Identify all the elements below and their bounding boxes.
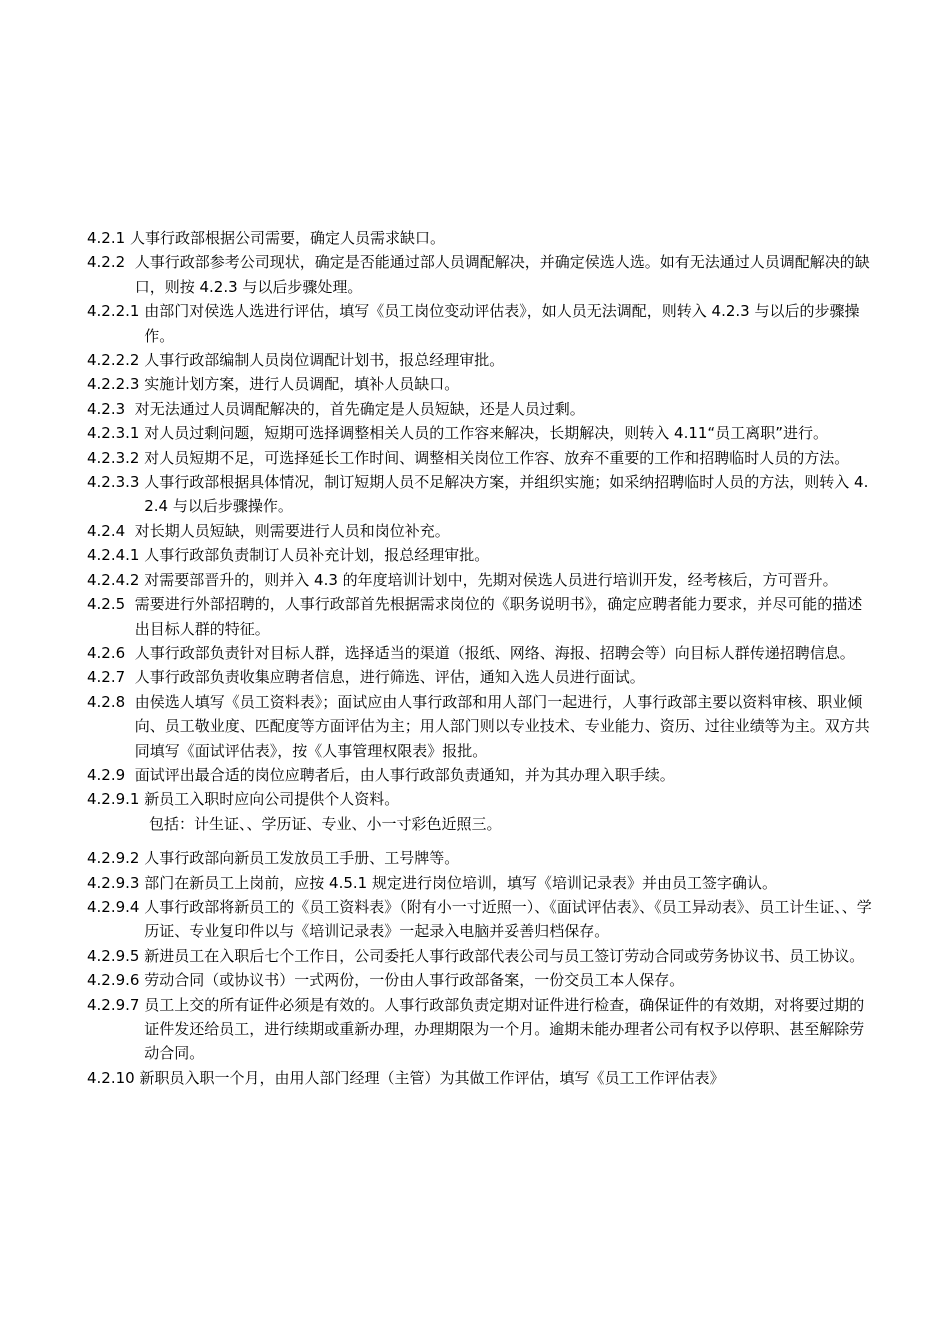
clause-number: 4.2.9.7 [87, 995, 145, 1014]
clause-number: 4.2.2 [87, 253, 135, 272]
clause-text: 实施计划方案，进行人员调配，填补人员缺口。 [144, 375, 460, 394]
clause-number: 4.2.6 [87, 643, 135, 662]
clause-item [87, 1066, 877, 1090]
clause-item [87, 421, 877, 445]
clause-number: 4.2.4 [87, 521, 135, 540]
clause-text: 新职员入职一个月，由用人部门经理（主管）为其做工作评估，填写《员工工作评估表》 [139, 1068, 725, 1087]
clause-text: 人事行政部根据公司需要，确定人员需求缺口。 [129, 229, 445, 247]
clause-number: 4.2.3.2 [87, 448, 145, 467]
clause-item [87, 641, 877, 665]
clause-item [87, 519, 877, 543]
clause-item [87, 470, 877, 519]
clause-text: 面试评出最合适的岗位应聘者后，由人事行政部负责通知，并为其办理入职手续。 [134, 765, 675, 784]
clause-number: 4.2.9 [87, 765, 135, 784]
clause-text: 由部门对侯选人选进行评估，填写《员工岗位变动评估表》，如人员无法调配，则转入 4.2.3 与以后的步骤操作。 [144, 302, 860, 345]
clause-item [87, 690, 877, 763]
clause-text: 新员工入职时应向公司提供个人资料。 [144, 790, 400, 809]
clause-text: 人事行政部负责制订人员补充计划，报总经理审批。 [144, 546, 490, 565]
clause-item [87, 592, 877, 641]
include-line: 包括：计生证、、学历证、专业、小一寸彩色近照三。 [149, 814, 502, 833]
spacer [87, 836, 877, 846]
clause-number: 4.2.8 [87, 692, 135, 711]
clause-item [87, 968, 877, 992]
clause-number: 4.2.9.1 [87, 790, 145, 809]
clause-item [87, 250, 877, 299]
clause-number: 4.2.2.2 [87, 351, 145, 370]
clause-text: 对需要部晋升的，则并入 4.3 的年度培训计划中，先期对侯选人员进行培训开发，经考核后，方可晋升。 [144, 570, 838, 589]
clause-item [87, 846, 877, 870]
clause-item [87, 446, 877, 470]
clause-text: 新进员工在入职后七个工作日，公司委托人事行政部代表公司与员工签订劳动合同或劳务协议书、员工协议。 [144, 946, 865, 965]
clause-item [87, 895, 877, 944]
clause-text: 对长期人员短缺，则需要进行人员和岗位补充。 [134, 521, 450, 540]
clause-number: 4.2.1 [87, 229, 130, 247]
clause-item [87, 299, 877, 348]
clause-number: 4.2.5 [87, 595, 135, 614]
clause-item [87, 568, 877, 592]
clause-number: 4.2.9.6 [87, 971, 145, 990]
clause-text: 人事行政部参考公司现状，确定是否能通过部人员调配解决，并确定侯选人选。如有无法通过人员调配解决的缺口，则按 4.2.3 与以后步骤处理。 [134, 253, 870, 296]
clause-text: 人事行政部负责收集应聘者信息，进行筛选、评估，通知入选人员进行面试。 [134, 668, 645, 687]
clause-text: 员工上交的所有证件必须是有效的。人事行政部负责定期对证件进行检查，确保证件的有效期，对将要过期的证件发还给员工，进行续期或重新办理，办理期限为一个月。逾期未能办理者公司有权予以停职、甚至解除劳动合同。 [144, 995, 865, 1063]
clause-item [87, 787, 877, 811]
clause-number: 4.2.9.2 [87, 849, 145, 868]
clause-item [87, 993, 877, 1066]
clause-text: 人事行政部向新员工发放员工手册、工号牌等。 [144, 849, 460, 868]
clause-list [87, 226, 877, 812]
document-body [87, 226, 877, 1090]
clause-number: 4.2.9.4 [87, 897, 145, 916]
clause-text: 人事行政部编制人员岗位调配计划书，报总经理审批。 [144, 351, 505, 370]
clause-text: 对人员短期不足，可选择延长工作时间、调整相关岗位工作容、放弃不重要的工作和招聘临时人员的方法。 [144, 448, 850, 467]
clause-list-continued [87, 846, 877, 1090]
clause-text: 对无法通过人员调配解决的，首先确定是人员短缺，还是人员过剩。 [134, 399, 585, 418]
clause-item [87, 348, 877, 372]
clause-text: 对人员过剩问题，短期可选择调整相关人员的工作容来解决，长期解决，则转入 4.11“员工离职”进行。 [144, 424, 828, 443]
clause-text: 人事行政部负责针对目标人群，选择适当的渠道（报纸、网络、海报、招聘会等）向目标人群传递招聘信息。 [134, 643, 855, 662]
clause-text: 由侯选人填写《员工资料表》；面试应由人事行政部和用人部门一起进行，人事行政部主要以资料审核、职业倾向、员工敬业度、匹配度等方面评估为主；用人部门则以专业技术、专业能力、资历、过往业绩等为主。双方共同填写《面试评估表》，按《人事管理权限表》报批。 [134, 692, 870, 760]
clause-item [87, 226, 877, 250]
clause-item [87, 543, 877, 567]
clause-text: 需要进行外部招聘的，人事行政部首先根据需求岗位的《职务说明书》，确定应聘者能力要求，并尽可能的描述出目标人群的特征。 [134, 595, 863, 638]
clause-number: 4.2.9.5 [87, 946, 145, 965]
clause-number: 4.2.2.1 [87, 302, 145, 321]
clause-item [87, 665, 877, 689]
clause-number: 4.2.3.1 [87, 424, 145, 443]
clause-number: 4.2.7 [87, 668, 135, 687]
clause-item [87, 944, 877, 968]
clause-item [87, 871, 877, 895]
clause-number: 4.2.3.3 [87, 473, 145, 492]
clause-text: 劳动合同（或协议书）一式两份，一份由人事行政部备案，一份交员工本人保存。 [144, 971, 685, 990]
clause-number: 4.2.4.2 [87, 570, 145, 589]
clause-item [87, 397, 877, 421]
clause-item [87, 763, 877, 787]
clause-text: 人事行政部将新员工的《员工资料表》（附有小一寸近照一）、《面试评估表》、《员工异动表》、员工计生证、、学历证、专业复印件以与《培训记录表》一起录入电脑并妥善归档保存。 [144, 897, 872, 941]
clause-number: 4.2.2.3 [87, 375, 145, 394]
clause-item [87, 372, 877, 396]
clause-number: 4.2.3 [87, 399, 135, 418]
clause-text: 人事行政部根据具体情况，制订短期人员不足解决方案，并组织实施；如采纳招聘临时人员的方法，则转入 4.2.4 与以后步骤操作。 [144, 473, 869, 516]
clause-text: 部门在新员工上岗前，应按 4.5.1 规定进行岗位培训，填写《培训记录表》并由员工签字确认。 [144, 873, 777, 892]
clause-number: 4.2.9.3 [87, 873, 145, 892]
clause-number: 4.2.4.1 [87, 546, 145, 565]
clause-number: 4.2.10 [87, 1068, 140, 1087]
